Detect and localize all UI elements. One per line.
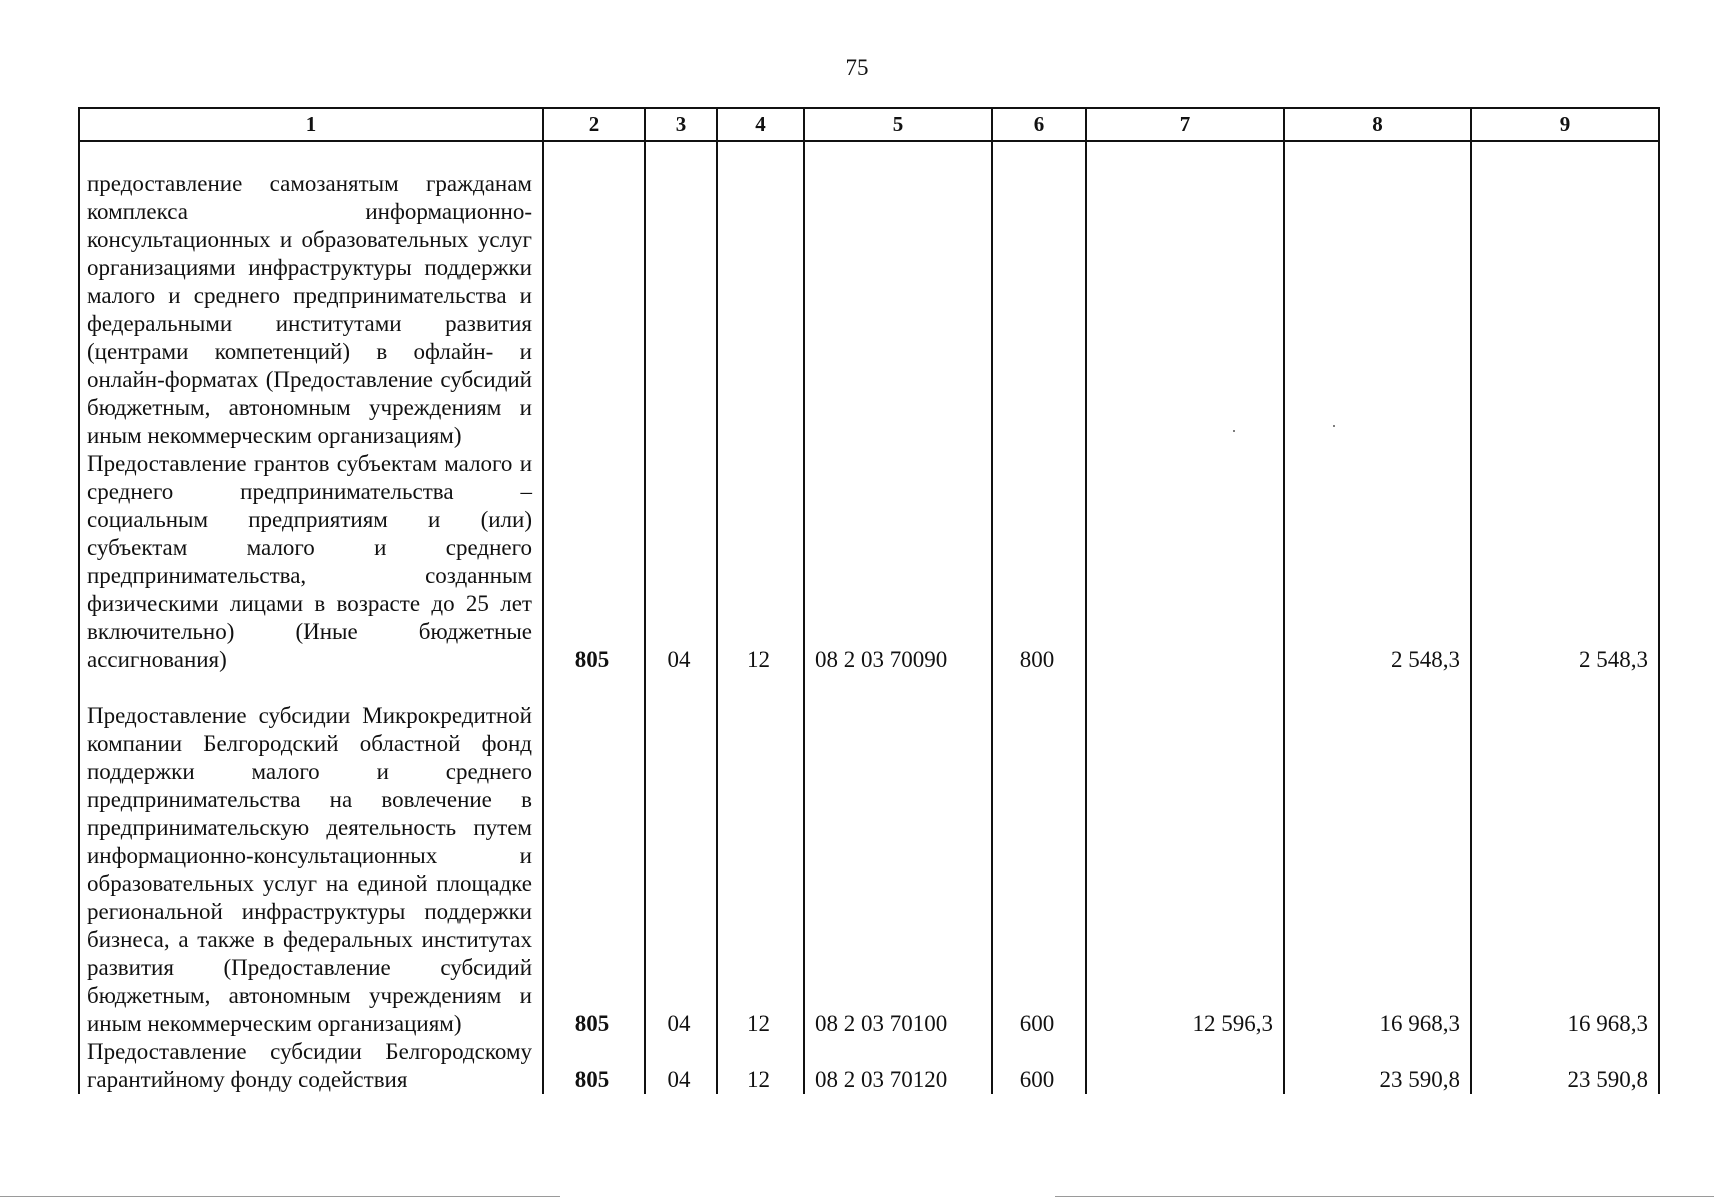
table-row xyxy=(79,450,1659,674)
table-row xyxy=(79,674,1659,1038)
cell-target-article xyxy=(804,141,992,450)
cell-expense-type: 800 xyxy=(992,450,1086,674)
cell-expense-type: 600 xyxy=(992,1038,1086,1094)
cell-amount-col8: 23 590,8 xyxy=(1284,1038,1471,1094)
row-description: предоставление самозанятым гражданам комплекса информационно-консультационных и образовательных услуг организациями инфраструктуры поддержки малого и среднего предпринимательства и федеральными институтами развития (центрами компетенций) в офлайн- и онлайн-форматах (Предоставление субсидий бюджетным, автономным учреждениям и иным некоммерческим организациям) xyxy=(79,141,543,450)
row-description: Предоставление субсидии Белгородскому гарантийному фонду содействия xyxy=(79,1038,543,1094)
cell-ministry-code: 805 xyxy=(543,450,645,674)
page-number: 75 xyxy=(845,55,869,80)
cell-amount-col7 xyxy=(1086,141,1284,450)
cell-expense-type xyxy=(992,141,1086,450)
table-row xyxy=(79,1038,1659,1094)
cell-amount-col8 xyxy=(1284,141,1471,450)
cell-amount-col9: 23 590,8 xyxy=(1471,1038,1659,1094)
cell-amount-col8: 16 968,3 xyxy=(1284,674,1471,1038)
table-row xyxy=(79,141,1659,450)
column-header-1: 1 xyxy=(79,108,543,141)
cell-amount-col9 xyxy=(1471,141,1659,450)
cell-target-article: 08 2 03 70120 xyxy=(804,1038,992,1094)
column-header-2: 2 xyxy=(543,108,645,141)
cell-amount-col9: 2 548,3 xyxy=(1471,450,1659,674)
cell-section: 04 xyxy=(645,1038,717,1094)
cell-amount-col7 xyxy=(1086,1038,1284,1094)
cell-ministry-code: 805 xyxy=(543,1038,645,1094)
scan-edge-line xyxy=(0,1196,560,1197)
cell-subsection: 12 xyxy=(717,1038,804,1094)
scan-speck xyxy=(1333,425,1335,427)
column-header-9: 9 xyxy=(1471,108,1659,141)
cell-section: 04 xyxy=(645,450,717,674)
cell-amount-col9: 16 968,3 xyxy=(1471,674,1659,1038)
cell-target-article: 08 2 03 70100 xyxy=(804,674,992,1038)
cell-subsection: 12 xyxy=(717,674,804,1038)
cell-section: 04 xyxy=(645,674,717,1038)
row-description: Предоставление грантов субъектам малого и среднего предпринимательства – социальным предприятиям и (или) субъектам малого и среднего предпринимательства, созданным физическими лицами в возрасте до 25 лет включительно) (Иные бюджетные ассигнования) xyxy=(79,450,543,674)
scan-edge-line xyxy=(1055,1196,1714,1197)
cell-amount-col7 xyxy=(1086,450,1284,674)
column-header-row xyxy=(79,108,1659,141)
column-header-6: 6 xyxy=(992,108,1086,141)
column-header-5: 5 xyxy=(804,108,992,141)
cell-ministry-code: 805 xyxy=(543,674,645,1038)
column-header-4: 4 xyxy=(717,108,804,141)
row-description: Предоставление субсидии Микрокредитной компании Белгородский областной фонд поддержки малого и среднего предпринимательства на вовлечение в предпринимательскую деятельность путем информационно-консультационных и образовательных услуг на единой площадке региональной инфраструктуры поддержки бизнеса, а также в федеральных институтах развития (Предоставление субсидий бюджетным, автономным учреждениям и иным некоммерческим организациям) xyxy=(79,674,543,1038)
column-header-7: 7 xyxy=(1086,108,1284,141)
cell-subsection xyxy=(717,141,804,450)
cell-section xyxy=(645,141,717,450)
column-header-3: 3 xyxy=(645,108,717,141)
cell-subsection: 12 xyxy=(717,450,804,674)
cell-expense-type: 600 xyxy=(992,674,1086,1038)
cell-ministry-code xyxy=(543,141,645,450)
scan-speck xyxy=(1233,430,1235,432)
budget-table xyxy=(78,107,1660,1094)
cell-amount-col7: 12 596,3 xyxy=(1086,674,1284,1038)
cell-amount-col8: 2 548,3 xyxy=(1284,450,1471,674)
cell-target-article: 08 2 03 70090 xyxy=(804,450,992,674)
column-header-8: 8 xyxy=(1284,108,1471,141)
